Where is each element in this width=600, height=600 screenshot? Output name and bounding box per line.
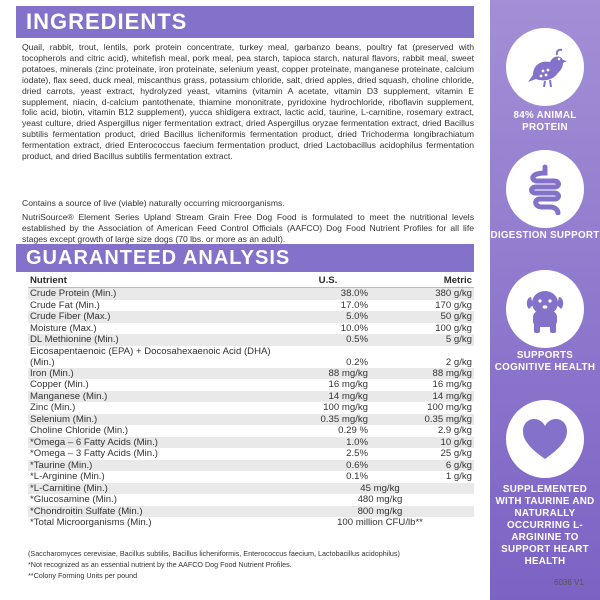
nutrient-name: *L-Carnitine (Min.) bbox=[28, 483, 286, 495]
table-row bbox=[28, 346, 474, 368]
nutrient-name: *Total Microorganisms (Min.) bbox=[30, 517, 152, 529]
nutrient-name: Eicosapentaenoic (EPA) + Docosahexaenoic Acid (DHA) (Min.) bbox=[30, 345, 271, 368]
table-row bbox=[28, 391, 474, 403]
digestion-badge bbox=[506, 150, 584, 228]
table-row bbox=[28, 471, 474, 483]
us-value: 2.5% bbox=[346, 448, 368, 460]
metric-value: 170 g/kg bbox=[435, 299, 472, 311]
table-row bbox=[28, 300, 474, 312]
table-row bbox=[28, 448, 474, 460]
metric-value: 2.9 g/kg bbox=[437, 425, 472, 437]
table-row bbox=[28, 368, 474, 380]
combined-value: 800 mg/kg bbox=[286, 506, 474, 518]
table-row bbox=[28, 288, 474, 300]
table-row bbox=[28, 323, 474, 335]
metric-value: 6 g/kg bbox=[370, 460, 474, 472]
quail-icon bbox=[519, 41, 571, 93]
version-code: 6036 V1 bbox=[554, 578, 584, 587]
nutrient-name: Manganese (Min.) bbox=[28, 391, 286, 403]
metric-value: 380 g/kg bbox=[370, 288, 474, 300]
nutrient-name: Choline Chloride (Min.) bbox=[30, 425, 129, 437]
metric-value: 25 g/kg bbox=[440, 448, 472, 460]
nutrient-column-header: Nutrient bbox=[28, 274, 286, 288]
footnote-aafco: *Not recognized as an essential nutrient by the AAFCO Dog Food Nutrient Profiles. bbox=[28, 560, 292, 569]
metric-value: 14 mg/kg bbox=[370, 391, 474, 403]
combined-value: 45 mg/kg bbox=[286, 483, 474, 495]
us-value: 0.1% bbox=[346, 471, 368, 483]
metric-value: 100 g/kg bbox=[435, 322, 472, 334]
nutrient-name: Zinc (Min.) bbox=[30, 402, 76, 414]
table-row bbox=[28, 311, 474, 323]
nutrient-name: *Chondroitin Sulfate (Min.) bbox=[28, 506, 286, 518]
ingredients-header: INGREDIENTS bbox=[16, 6, 474, 38]
badge-label-protein: 84% ANIMAL PROTEIN bbox=[513, 110, 577, 133]
us-value: 0.6% bbox=[286, 460, 370, 472]
metric-value: 0.35 mg/kg bbox=[370, 414, 474, 426]
footnote-microorganisms: (Saccharomyces cerevisiae, Bacillus subtilis, Bacillus licheniformis, Enterococcus faecium, Lactobacillus acidophilus) bbox=[28, 549, 400, 558]
us-value: 88 mg/kg bbox=[286, 368, 370, 380]
benefits-panel bbox=[490, 0, 600, 600]
table-row bbox=[28, 494, 474, 506]
quail-badge bbox=[506, 28, 584, 106]
nutrient-name: *Omega – 6 Fatty Acids (Min.) bbox=[28, 437, 286, 449]
table-row bbox=[28, 437, 474, 449]
table-body bbox=[28, 288, 474, 529]
nutrient-name: Iron (Min.) bbox=[28, 368, 286, 380]
table-row bbox=[28, 483, 474, 495]
us-value: 1.0% bbox=[286, 437, 370, 449]
us-value: 0.29 % bbox=[338, 425, 368, 437]
nutrient-name: DL Methionine (Min.) bbox=[28, 334, 286, 346]
us-value: 0.35 mg/kg bbox=[286, 414, 370, 426]
us-value: 16 mg/kg bbox=[328, 379, 368, 391]
metric-column-header: Metric bbox=[370, 274, 474, 288]
us-value: 38.0% bbox=[286, 288, 370, 300]
table-row bbox=[28, 425, 474, 437]
us-value: 100 mg/kg bbox=[323, 402, 368, 414]
nutrient-name: Copper (Min.) bbox=[30, 379, 89, 391]
nutrient-name: Crude Protein (Min.) bbox=[28, 288, 286, 300]
metric-value: 88 mg/kg bbox=[370, 368, 474, 380]
guaranteed-analysis-header: GUARANTEED ANALYSIS bbox=[16, 244, 474, 272]
cognitive-badge bbox=[506, 270, 584, 348]
us-column-header: U.S. bbox=[286, 274, 370, 288]
table-row bbox=[28, 506, 474, 518]
metric-value: 50 g/kg bbox=[370, 311, 474, 323]
badge-label-digestion: DIGESTION SUPPORT bbox=[490, 230, 600, 241]
table-row bbox=[28, 517, 474, 529]
metric-value: 16 mg/kg bbox=[432, 379, 472, 391]
nutrient-name: *Omega – 3 Fatty Acids (Min.) bbox=[30, 448, 158, 460]
metric-value: 1 g/kg bbox=[445, 471, 472, 483]
nutrient-name: *Taurine (Min.) bbox=[28, 460, 286, 472]
metric-value: 5 g/kg bbox=[370, 334, 474, 346]
table-row bbox=[28, 379, 474, 391]
combined-value: 100 million CFU/lb** bbox=[337, 517, 423, 529]
heart-badge bbox=[506, 400, 584, 478]
nutrient-name: Crude Fat (Min.) bbox=[30, 299, 100, 311]
badge-label-heart: SUPPLEMENTED WITH TAURINE AND NATURALLY OCCURRING L-ARGININE TO SUPPORT HEART HEALTH bbox=[495, 484, 595, 567]
live-microorganisms-note: Contains a source of live (viable) naturally occurring microorganisms. bbox=[22, 198, 285, 208]
nutrient-name: Crude Fiber (Max.) bbox=[28, 311, 286, 323]
table-row bbox=[28, 460, 474, 472]
ingredients-list: Quail, rabbit, trout, lentils, pork protein concentrate, turkey meal, garbanzo beans, poultry fat (preserved with tocopherols and citric acid), whitefish meal, pork meal, pea starch, tapioca starch, natural flavors, rabbit meal, sweet potatoes, minerals (zinc proteinate, iron proteinate, selenium yeast, copper proteinate, manganese proteinate, calcium iodate), flax seed, duck meal, miscanthus grass, potassium chloride, salt, dried apples, dried squash, choline chloride, dried carrots, yeast extract, hydrolyzed yeast, vitamins (vitamin A acetate, vitamin D3 supplement, vitamin E supplement, niacin, d-calcium pantothenate, thiamine mononitrate, pyridoxine hydrochloride, riboflavin supplement, folic acid, biotin, vitamin B12 supplement), yucca shidigera extract, lactic acid, taurine, L-carnitine, rosemary extract, yeast culture, dried Aspergillus niger fermentation extract, dried Aspergillus oryzae fermentation extract, dried Bacillus subtilis fermentation product, dried Bacillus licheniformis fermentation product, dried Trichoderma longibrachiatum fermentation extract, dried Enterococcus faecium fermentation product, dried Lactobacillus acidophilus fermentation product, and dried Bacillus subtilis fermentation extract. bbox=[22, 42, 474, 162]
guaranteed-analysis-table bbox=[28, 274, 474, 529]
metric-value: 100 mg/kg bbox=[427, 402, 472, 414]
combined-value: 480 mg/kg bbox=[357, 494, 403, 506]
aafco-statement: NutriSource® Element Series Upland Stream Grain Free Dog Food is formulated to meet the nutritional levels established by the Association of American Feed Control Officials (AAFCO) Dog Food Nutrient Profiles for all life stages except growth of large size dogs (70 lbs. or more as an adult). bbox=[22, 212, 474, 244]
heart-icon bbox=[521, 417, 569, 461]
intestine-icon bbox=[520, 163, 570, 215]
puppy-icon bbox=[519, 283, 571, 335]
table-header-row bbox=[28, 274, 474, 288]
us-value: 17.0% bbox=[340, 299, 368, 311]
metric-value: 10 g/kg bbox=[370, 437, 474, 449]
nutrient-name: Selenium (Min.) bbox=[28, 414, 286, 426]
us-value: 14 mg/kg bbox=[286, 391, 370, 403]
table-row bbox=[28, 414, 474, 426]
footnote-cfu: **Colony Forming Units per pound bbox=[28, 571, 138, 580]
table-row bbox=[28, 402, 474, 414]
nutrient-name: *Glucosamine (Min.) bbox=[30, 494, 117, 506]
nutrient-name: *L-Arginine (Min.) bbox=[30, 471, 105, 483]
nutrient-name: Moisture (Max.) bbox=[30, 322, 97, 334]
us-value: 0.5% bbox=[286, 334, 370, 346]
us-value: 0.2% bbox=[346, 356, 368, 368]
us-value: 10.0% bbox=[340, 322, 368, 334]
metric-value: 2 g/kg bbox=[445, 356, 472, 368]
us-value: 5.0% bbox=[286, 311, 370, 323]
badge-label-cognitive: SUPPORTS COGNITIVE HEALTH bbox=[494, 350, 596, 373]
table-row bbox=[28, 334, 474, 346]
